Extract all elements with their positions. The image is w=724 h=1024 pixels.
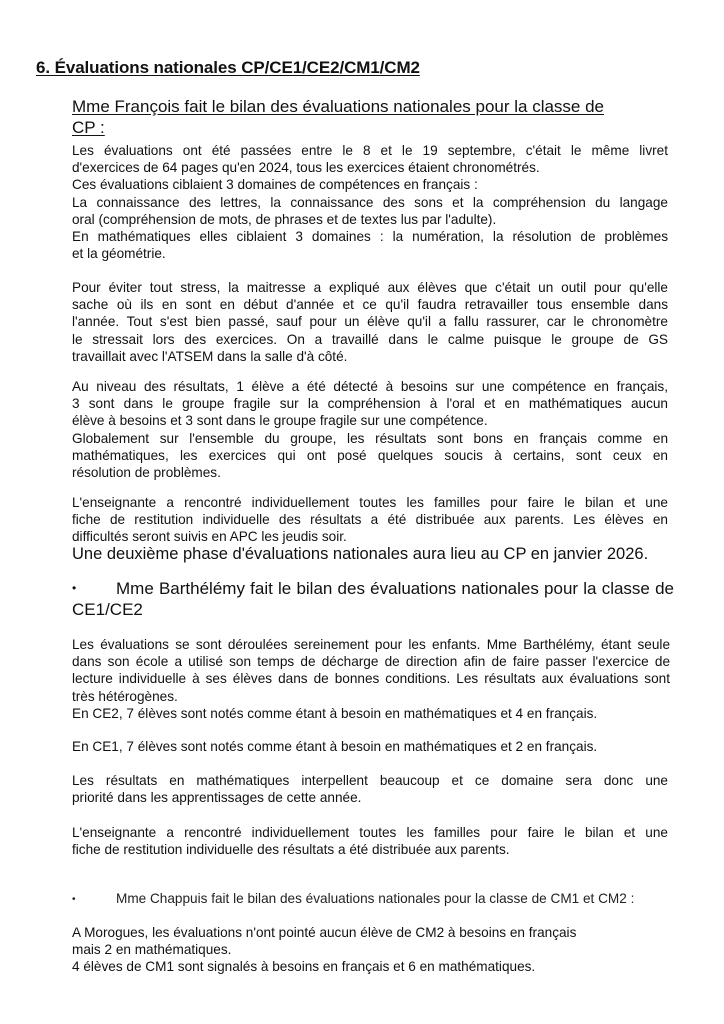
text-line: priorité dans les apprentissages de cette année. bbox=[72, 790, 362, 806]
cm-paragraph-1 bbox=[72, 924, 668, 976]
ce-subheading bbox=[72, 578, 674, 620]
text-line: travaillait avec l'ATSEM dans la salle d'à côté. bbox=[72, 348, 348, 364]
text-line: Les évaluations ont été passées entre le 8 et le 19 septembre, c'était le même livret bbox=[72, 143, 668, 158]
text-line: d'exercices de 64 pages qu'en 2024, tous les exercices étaient chronométrés. bbox=[72, 160, 540, 176]
text-line: En CE1, 7 élèves sont notés comme étant à besoin en mathématiques et 2 en français. bbox=[72, 739, 598, 754]
text-line: sache où ils en sont en début d'année et ce qu'il faudra retravailler tous ensemble dans bbox=[72, 297, 668, 313]
text-line: fiche de restitution individuelle des résultats a été distribuée aux parents. bbox=[72, 842, 510, 858]
cm-subheading bbox=[72, 890, 634, 908]
text-line: résolution de problèmes. bbox=[72, 465, 221, 481]
text-line: L'enseignante a rencontré individuellement toutes les familles pour faire le bilan et une bbox=[72, 825, 668, 840]
text-line: fiche de restitution individuelle des résultats a été distribuée aux parents. Les élèves en bbox=[72, 512, 668, 528]
ce-subheading-line2: CE1/CE2 bbox=[72, 600, 143, 619]
cp-paragraph-1 bbox=[72, 142, 668, 262]
cp-paragraph-2 bbox=[72, 279, 668, 365]
text-line: Les évaluations se sont déroulées sereinement pour les enfants. Mme Barthélémy, étant seule bbox=[72, 637, 670, 652]
bullet-icon: • bbox=[72, 894, 76, 905]
text-line: L'enseignante a rencontré individuellement toutes les familles pour faire le bilan et une bbox=[72, 495, 668, 510]
text-line: oral (compréhension de mots, de phrases et de textes lus par l'adulte). bbox=[72, 211, 497, 227]
text-line: En mathématiques elles ciblaient 3 domaines : la numération, la résolution de problèmes bbox=[72, 229, 668, 245]
cm-subheading-text: Mme Chappuis fait le bilan des évaluations nationales pour la classe de CM1 et CM2 : bbox=[116, 891, 635, 906]
text-line: lecture individuelle à ses élèves dans de bonnes conditions. Les résultats aux évaluations sont bbox=[72, 671, 670, 687]
text-line: 4 élèves de CM1 sont signalés à besoins en français et 6 en mathématiques. bbox=[72, 959, 536, 975]
text-line: Globalement sur l'ensemble du groupe, les résultats sont bons en français comme en bbox=[72, 430, 668, 446]
cp-paragraph-3 bbox=[72, 378, 668, 481]
text-line: difficultés seront suivis en APC les jeudis soir. bbox=[72, 529, 347, 545]
text-line: Pour éviter tout stress, la maitresse a expliqué aux élèves que c'était un outil pour qu'elle bbox=[72, 280, 668, 295]
ce-subheading-line1 bbox=[72, 578, 674, 599]
text-line: élève à besoins et 3 sont dans le groupe fragile sur une compétence. bbox=[72, 413, 488, 429]
text-line: dans son école a utilisé son temps de décharge de direction afin de faire passer l'exercice de bbox=[72, 654, 670, 670]
text-line: très hétérogènes. bbox=[72, 688, 178, 704]
text-line: le stressait lors des exercices. On a travaillé dans le calme puisque le groupe de GS bbox=[72, 331, 668, 347]
text-line: mathématiques, les exercices qui ont posé quelques soucis à certains, sont ceux en bbox=[72, 447, 668, 463]
ce-paragraph-3 bbox=[72, 772, 668, 806]
text-line: 3 sont dans le groupe fragile sur la compréhension à l'oral et en mathématiques aucun bbox=[72, 396, 668, 412]
cp-paragraph-4 bbox=[72, 494, 668, 546]
cp-subheading-line1: Mme François fait le bilan des évaluations nationales pour la classe de bbox=[72, 97, 605, 116]
text-line: La connaissance des lettres, la connaissance des sons et la compréhension du langage bbox=[72, 194, 668, 210]
ce-paragraph-1 bbox=[72, 636, 670, 722]
cp-announcement: Une deuxième phase d'évaluations nationales aura lieu au CP en janvier 2026. bbox=[72, 545, 649, 563]
bullet-icon: • bbox=[72, 581, 77, 595]
section-heading: 6. Évaluations nationales CP/CE1/CE2/CM1/CM2 bbox=[36, 58, 420, 77]
text-line: En CE2, 7 élèves sont notés comme étant à besoin en mathématiques et 4 en français. bbox=[72, 705, 598, 721]
ce-paragraph-4 bbox=[72, 824, 668, 858]
text-line: Ces évaluations ciblaient 3 domaines de compétences en français : bbox=[72, 177, 478, 193]
ce-subheading-text: Mme Barthélémy fait le bilan des évaluations nationales pour la classe de bbox=[116, 579, 674, 598]
text-line: mais 2 en mathématiques. bbox=[72, 942, 232, 958]
text-line: Au niveau des résultats, 1 élève a été détecté à besoins sur une compétence en français, bbox=[72, 379, 668, 394]
text-line: l'année. Tout s'est bien passé, sauf pour un élève qu'il a fallu rassurer, car le chronomètre bbox=[72, 314, 668, 330]
ce-paragraph-2 bbox=[72, 738, 668, 755]
text-line: Les résultats en mathématiques interpellent beaucoup et ce domaine sera donc une bbox=[72, 773, 668, 788]
cp-subheading bbox=[72, 96, 632, 138]
text-line: A Morogues, les évaluations n'ont pointé aucun élève de CM2 à besoins en français bbox=[72, 925, 577, 940]
text-line: et la géométrie. bbox=[72, 246, 166, 262]
cp-subheading-line2: CP : bbox=[72, 118, 105, 137]
